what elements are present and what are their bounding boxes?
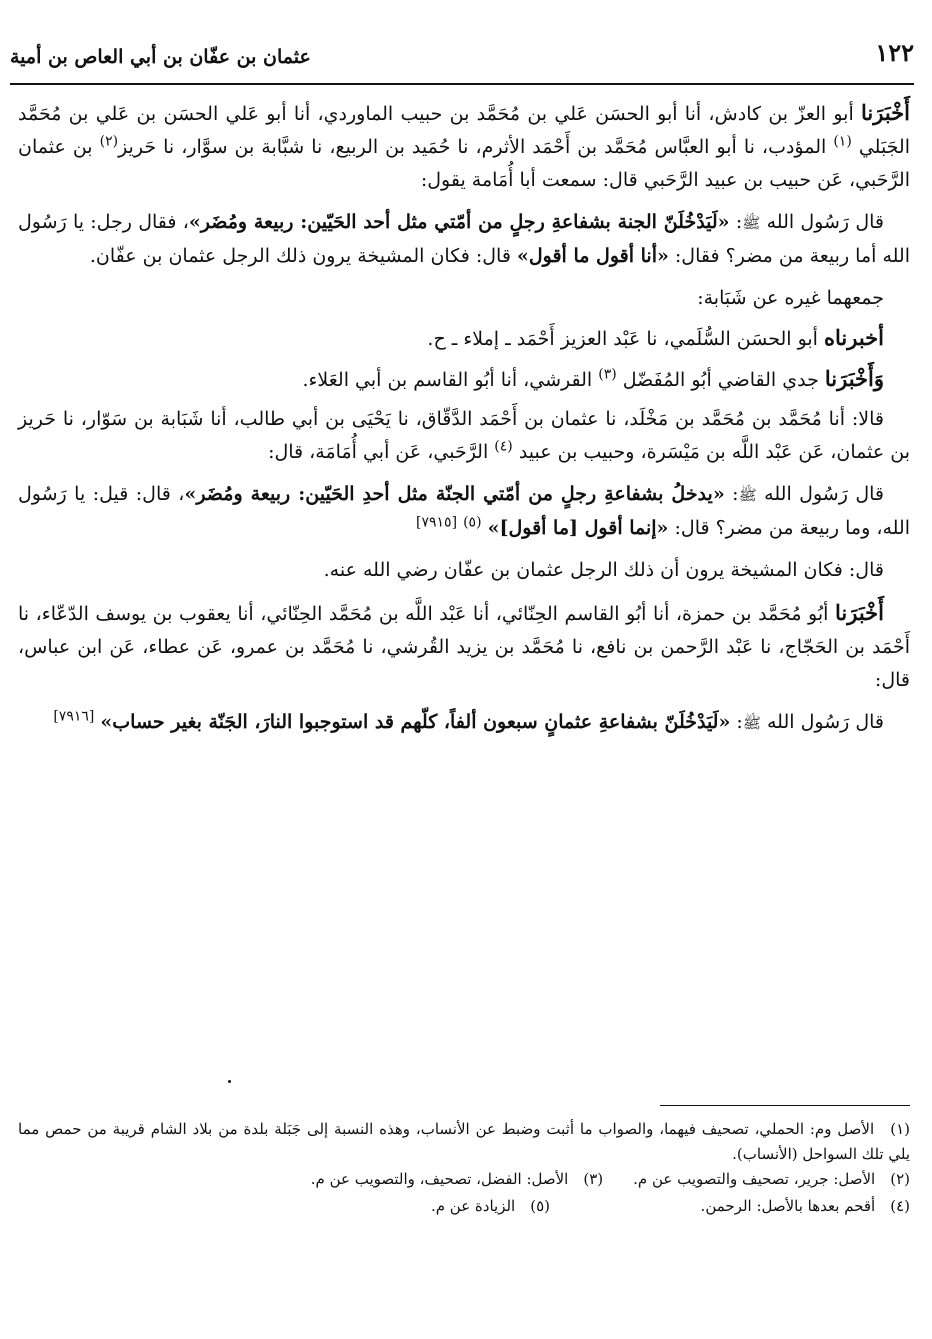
- paragraph-remark: [18, 554, 910, 587]
- footnote-text: الأصل: جرير، تصحيف والتصويب عن م.: [633, 1170, 876, 1188]
- footnote-row: [18, 1167, 910, 1192]
- hadith-quote: «يدخلُ بشفاعةِ رجلٍ من أمّتي الجنّة مثل أحدِ الحَيّين: ربيعة ومُضَر»: [184, 483, 725, 505]
- header-divider: [10, 83, 914, 85]
- paragraph-hadith-2: [18, 478, 910, 545]
- paragraph-text: أبُو مُحَمَّد بن حمزة، أنا أبُو القاسم الحِنّائي، أنا عَبْد اللَّه بن مُحَمَّد الحِنّائي، أنا يعقوب بن يوسف الدّعّاء، نا أَحْمَد بن الحَجّاج، نا عَبْد الرَّحمن بن نافع، نا مُحَمَّد بن يزيد القُرشي، نا مُحَمَّد بن عمرو، عَن عطاء، عَن ابن عباس، قال:: [18, 603, 910, 691]
- footnote-number: (٢): [890, 1170, 910, 1188]
- footnote-4: [580, 1194, 910, 1219]
- paragraph-text: قالا: أنا مُحَمَّد بن مُحَمَّد بن مَخْلَد، نا عثمان بن أَحْمَد الدَّقّاق، نا يَحْيَى بن أبي طالب، أنا شَبَابة بن سَوّار، نا حَريز بن عثمان، عَن عَبْد اللَّه بن مَيْسَرة، وحبيب بن عبيد: [18, 408, 910, 463]
- paragraph-lead: أَخْبَرَنا: [835, 600, 884, 625]
- footnote-text: الأصل: الفضل، تصحيف، والتصويب عن م.: [310, 1170, 569, 1188]
- paragraph-text: الرَّحَبي، عَن أبي أُمَامَة، قال:: [268, 441, 489, 463]
- paragraph-text: قال: فكان المشيخة يرون أن ذلك الرجل عثمان بن عفّان رضي الله عنه.: [323, 559, 884, 581]
- footnote-5: [431, 1194, 550, 1219]
- paragraph-isnad-1: [18, 96, 910, 197]
- paragraph-hadith-3: [18, 706, 910, 740]
- footnote-text: الزيادة عن م.: [430, 1197, 516, 1215]
- paragraph-isnad-5: [18, 596, 910, 697]
- paragraph-text: جمعهما غيره عن شَبَابة:: [697, 287, 884, 309]
- paragraph-isnad-4: [18, 403, 910, 469]
- footnote-1: [18, 1117, 910, 1167]
- paragraph-text: ، فقال رجل: يا رَسُول الله أما ربيعة من مضر؟ فقال:: [18, 211, 910, 267]
- running-header: [10, 36, 914, 80]
- paragraph-lead: أخبرناه: [824, 325, 884, 350]
- running-title: عثمان بن عفّان بن أبي العاص بن أمية: [10, 46, 311, 68]
- colon: :: [735, 211, 743, 233]
- paragraph-text: أبو الحسَن السُّلَمي، نا عَبْد العزيز أَحْمَد ـ إملاء ـ ح.: [427, 328, 818, 350]
- hadith-quote: «إنما أقول [ما أقول]»: [487, 517, 669, 539]
- page-number: ١٢٢: [875, 38, 914, 67]
- footnote-mark: (٢): [99, 133, 119, 150]
- hadith-reference: [٧٩١٥]: [416, 514, 458, 531]
- footnotes: [18, 1117, 910, 1221]
- paragraph-note: [18, 282, 910, 315]
- footnote-mark: (٣): [598, 366, 617, 383]
- stray-mark: [228, 1080, 231, 1083]
- paragraph-text: المؤدب، نا أبو العبَّاس مُحَمَّد بن أَحْمَد الأثرم، نا حُمَيد بن الربيع، نا شبَّابة بن سوَّار، نا حَريز: [118, 136, 827, 158]
- footnote-number: (١): [890, 1120, 910, 1138]
- salutation-glyph: ﷺ: [742, 214, 761, 232]
- footnote-number: (٣): [583, 1170, 604, 1188]
- paragraph-text: قال: فكان المشيخة يرون ذلك الرجل عثمان بن عفّان.: [89, 245, 511, 267]
- paragraph-text: بن عثمان الرَّحَبي، عَن حبيب بن عبيد الرَّحَبي قال: سمعت أبا أُمَامة يقول:: [18, 136, 910, 191]
- paragraph-prefix: قال رَسُول الله: [766, 711, 884, 733]
- paragraph-hadith-1: [18, 206, 910, 273]
- hadith-quote: «لَيَدْخُلَنّ بشفاعةِ عثمانٍ سبعون ألفاً، كلّهم قد استوجبوا النارَ، الجَنّة بغير حساب»: [100, 711, 731, 733]
- footnote-2: [633, 1167, 910, 1192]
- paragraph-prefix: قال رَسُول الله: [766, 211, 885, 233]
- paragraph-isnad-3: [18, 362, 910, 397]
- hadith-quote: «لَيَدْخُلَنّ الجنة بشفاعةِ رجلٍ من أمّتي مثل أحد الحَيّين: ربيعة ومُضَر»: [188, 211, 730, 233]
- hadith-reference: [٧٩١٦]: [53, 708, 95, 725]
- main-text: [18, 96, 910, 749]
- paragraph-text: جدي القاضي أبُو المُفَضّل: [622, 369, 819, 391]
- footnote-number: (٤): [890, 1197, 910, 1215]
- paragraph-text: القرشي، أنا أبُو القاسم بن أبي العَلاء.: [302, 369, 593, 391]
- salutation-glyph: ﷺ: [738, 486, 757, 504]
- paragraph-lead: أَخْبَرَنا: [861, 100, 910, 125]
- footnote-divider: [660, 1105, 910, 1106]
- paragraph-prefix: قال رَسُول الله: [764, 483, 885, 505]
- colon: :: [732, 483, 739, 505]
- footnote-mark: (٤): [494, 438, 513, 455]
- footnote-number: (٥): [530, 1197, 550, 1215]
- footnote-row: [18, 1194, 910, 1219]
- paragraph-isnad-2: [18, 321, 910, 356]
- paragraph-text: ، قال: قيل: يا رَسُول الله، وما ربيعة من مضر؟ قال:: [18, 483, 910, 539]
- footnote-text: الأصل وم: الحملي، تصحيف فيهما، والصواب ما أثبت وضبط عن الأنساب، وهذه النسبة إلى جَبَلة بلدة من بلاد الشام قريبة من حمص مما يلي تلك السواحل (الأنساب).: [18, 1120, 910, 1163]
- footnote-text: أقحم بعدها بالأصل: الرحمن.: [700, 1197, 876, 1215]
- colon: :: [736, 711, 743, 733]
- footnote-mark: (١): [833, 133, 852, 150]
- footnote-mark: (٥): [463, 514, 482, 531]
- footnote-3: [311, 1167, 603, 1192]
- paragraph-lead: وَأَخْبَرَنا: [824, 366, 884, 391]
- hadith-quote: «أنا أقول ما أقول»: [516, 245, 669, 267]
- paragraph-text: أبو العزّ بن كادش، أنا أبو الحسَن عَلي بن مُحَمَّد بن حبيب الماوردي، أنا أبو عَلي الحسَن بن عَلي بن مُحَمَّد الجَبَلي: [18, 103, 911, 158]
- salutation-glyph: ﷺ: [742, 714, 761, 732]
